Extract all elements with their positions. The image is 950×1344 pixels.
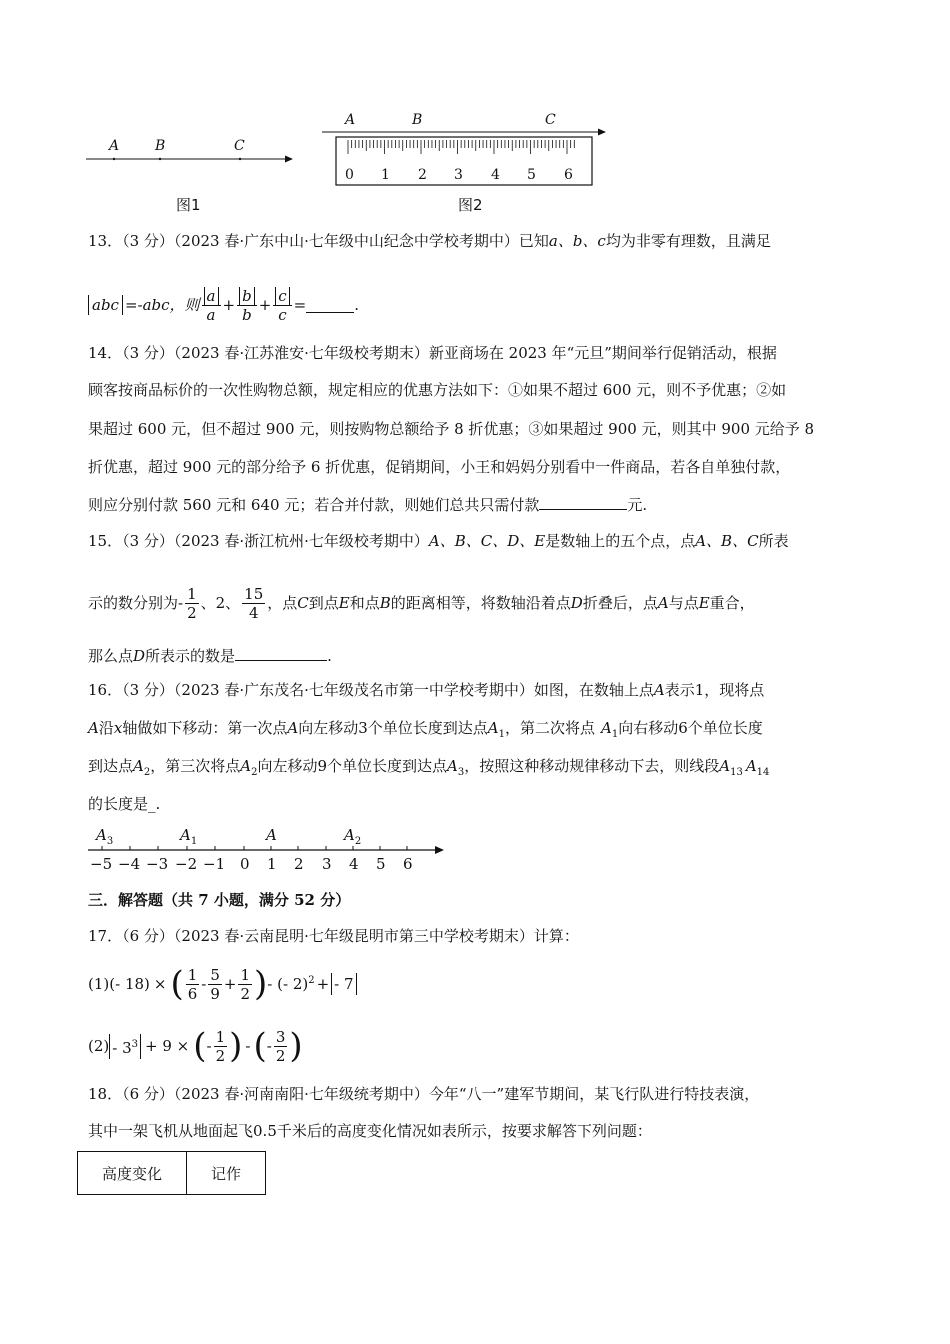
q14-line5 (88, 494, 647, 516)
q17-frac-3 (238, 966, 252, 1003)
q15-point-e: E (338, 594, 350, 612)
q13-frac-c (273, 287, 291, 324)
q15-line1-vars: A、B、C、D、E (428, 532, 546, 550)
q17-p2-minus-2: - (245, 1037, 251, 1055)
q15-line1-pre: 15．（3 分）（2023 春·浙江杭州·七年级校考期中） (88, 532, 429, 550)
q15-frac-1-num: 1 (187, 584, 197, 603)
q16-pt-a1-letter: A (180, 826, 191, 844)
q17-p1-c: + (316, 975, 330, 993)
q17-frac-3-num: 1 (240, 965, 251, 984)
q17-p2-label: (2) (88, 1037, 110, 1055)
q14-line1: 14．（3 分）（2023 春·江苏淮安·七年级校考期末）新亚商场在 2023 年“元旦”期间举行促销活动，根据 (88, 344, 777, 362)
fig2-label-a: A (345, 112, 356, 128)
q13-frac-b-num: b (239, 287, 255, 305)
q15-line2-d: 的距离相等，将数轴沿着点 (390, 594, 571, 612)
q13-equals: = (293, 296, 307, 314)
q13-plus-1: + (222, 296, 236, 314)
q17-frac-4-den: 2 (215, 1046, 226, 1065)
q15-point-c: C (297, 594, 309, 612)
q15-point-e2: E (698, 594, 710, 612)
q16-point-a2-2: A (240, 757, 252, 775)
q16-axis-4: 4 (349, 855, 359, 873)
q17-p1-d: - 7 (331, 973, 356, 995)
q17-frac-1-num: 1 (187, 965, 198, 984)
q14-line2: 顾客按商品标价的一次性购物总额，规定相应的优惠方法如下：①如果不超过 600 元，则不予优惠；②如 (88, 381, 787, 399)
q16-line3-b: ，第三次将点 (150, 757, 241, 775)
q13-plus-2: + (258, 296, 272, 314)
q16-line4: 的长度是_. (88, 795, 161, 813)
q17-p2-minus-3: - (266, 1037, 272, 1055)
q16-point-a1-2: A (600, 719, 612, 737)
q15-line2-g: 重合， (709, 594, 755, 612)
q13-frac-a (202, 287, 221, 324)
q17-paren-close: ) (254, 964, 268, 1004)
q15-frac-2-num: 15 (244, 584, 264, 603)
q16-sub1-2: 1 (611, 729, 619, 740)
q13-answer-blank[interactable] (306, 298, 354, 313)
q13-abs-abc (88, 295, 123, 315)
q15-line2-f: 与点 (668, 594, 699, 612)
q16-sub2: 2 (143, 767, 151, 778)
q17-frac-4-num: 1 (215, 1027, 226, 1046)
q17-p2-paren1-open: ( (193, 1026, 207, 1066)
q17-p2-paren2-close: ) (289, 1026, 303, 1066)
q15-line3-mid: 所表示的数是 (145, 647, 236, 665)
q16-axis-3: 3 (322, 855, 332, 873)
q13-frac-a-num: a (204, 287, 219, 305)
q16-line2-e: 向右移动6个单位长度 (618, 719, 763, 737)
q17-p2-a: - 3 (112, 1038, 132, 1057)
q14-answer-blank[interactable] (539, 495, 627, 510)
q16-axis-5: 5 (376, 855, 386, 873)
q16-pt-a-letter: A (266, 826, 277, 844)
q17-line1: 17．（6 分）（2023 春·云南昆明·七年级昆明市第三中学校考期末）计算： (88, 927, 579, 945)
q16-pt-a (266, 826, 277, 844)
q16-axis-1: 1 (267, 855, 277, 873)
q14-line5-pre: 则应分别付款 560 元和 640 元；若合并付款，则她们总共只需付款 (88, 496, 540, 514)
q16-pt-a3 (96, 826, 113, 847)
q17-frac-5-num: 3 (275, 1027, 286, 1046)
q15-line1-mid: 是数轴上的五个点，点 (545, 532, 696, 550)
q16-point-a-2: A (88, 719, 99, 737)
q13-end: . (354, 296, 360, 314)
q15-line3 (88, 645, 332, 667)
q17-frac-2-num: 5 (210, 965, 220, 984)
q17-frac-4 (214, 1028, 228, 1065)
q18-table-header-record: 记作 (187, 1152, 266, 1195)
q14-line5-post: 元. (627, 496, 648, 514)
q15-line2-b: 到点 (308, 594, 339, 612)
q16-pt-a1-sub: 1 (190, 836, 198, 847)
q17-p2-b: + 9 × (145, 1037, 190, 1055)
q17-part1 (88, 960, 357, 1008)
q15-frac-1 (185, 585, 199, 622)
q15-line3-end: . (327, 647, 332, 665)
q15-point-d: D (570, 594, 583, 612)
q16-pt-a2-letter: A (344, 826, 355, 844)
fig2-label-b: B (412, 112, 423, 128)
q13-frac-a-den: a (206, 305, 216, 324)
q16-axis-m3: −3 (146, 855, 169, 873)
q16-axis-6: 6 (403, 855, 413, 873)
q16-point-a13: A (719, 757, 731, 775)
q15-point-d2: D (133, 647, 146, 665)
q17-frac-5-den: 2 (275, 1046, 286, 1065)
q17-p1-b: - (- 2) (267, 975, 309, 993)
q16-axis-0: 0 (240, 855, 250, 873)
fig2-tick-0: 0 (345, 167, 354, 183)
q18-table-header-height: 高度变化 (78, 1152, 187, 1195)
q15-frac-2 (242, 585, 265, 622)
q13-line2 (88, 282, 359, 328)
q16-line3-a: 到达点 (88, 757, 134, 775)
q15-frac-1-den: 2 (187, 603, 197, 622)
q16-point-a1: A (487, 719, 499, 737)
q16-line2-b: 轴做如下移动：第一次点 (122, 719, 288, 737)
q16-line1-text: 16．（3 分）（2023 春·广东茂名·七年级茂名市第一中学校考期中）如图，在数轴上点 (88, 681, 654, 699)
q16-axis-labels (86, 855, 448, 875)
fig1-label-c: C (234, 138, 245, 154)
q16-sub3: 3 (457, 767, 465, 778)
q17-frac-2 (208, 966, 222, 1003)
q14-line3: 果超过 600 元，但不超过 900 元，则按购物总额给予 8 折优惠；③如果超过 900 元，则其中 900 元给予 8 (88, 420, 815, 438)
fig2-tick-4: 4 (491, 167, 500, 183)
fig2-tick-5: 5 (527, 167, 536, 183)
q17-p2-paren2-open: ( (253, 1026, 267, 1066)
q15-line3-pre: 那么点 (88, 647, 134, 665)
q16-pt-a2-sub: 2 (354, 836, 362, 847)
q16-point-a3: A (447, 757, 458, 775)
q16-sub1: 1 (498, 729, 505, 740)
q13-frac-c-num: c (275, 287, 289, 305)
q15-point-b: B (379, 594, 391, 612)
table-row (78, 1152, 266, 1195)
q13-line1 (88, 230, 771, 252)
q15-point-a: A (657, 594, 669, 612)
q13-cond-right: =-abc，则 (124, 296, 200, 314)
q13-prefix: 13．（3 分）（2023 春·广东中山·七年级中山纪念中学校考期中）已知 (88, 232, 549, 250)
q17-part2 (88, 1022, 303, 1070)
fig2-tick-3: 3 (454, 167, 463, 183)
q13-frac-b (237, 287, 257, 324)
q15-line2-a: ，点 (267, 594, 298, 612)
q15-line2-c: 和点 (349, 594, 380, 612)
q16-axis-2: 2 (294, 855, 304, 873)
q17-frac-1-den: 6 (187, 984, 198, 1003)
q16-axis-m4: −4 (118, 855, 141, 873)
fig1-label-a: A (109, 138, 120, 154)
q17-frac-2-den: 9 (210, 984, 220, 1003)
q15-answer-blank[interactable] (235, 646, 327, 661)
q17-cube: 3 (131, 1038, 139, 1050)
q16-line1 (88, 679, 764, 701)
q16-point-a-3: A (287, 719, 299, 737)
q17-plus: + (223, 975, 237, 993)
q17-p1-label: (1) (88, 975, 110, 993)
q17-frac-5 (274, 1028, 288, 1065)
q17-p2-paren1-close: ) (229, 1026, 243, 1066)
q15-frac-2-den: 4 (248, 603, 259, 622)
q16-line2 (88, 717, 763, 746)
q18-line1: 18．（6 分）（2023 春·河南南阳·七年级统考期中）今年“八一”建军节期间，某飞行队进行特技表演， (88, 1085, 760, 1103)
q16-line1-b: 表示1，现将点 (664, 681, 765, 699)
q16-axis-m1: −1 (203, 855, 226, 873)
q15-line1-vars2: A、B、C (695, 532, 759, 550)
q15-line2-pre: 示的数分别为- (88, 594, 184, 612)
q16-pt-a1 (180, 826, 197, 847)
q16-line2-d: ，第二次将点 (504, 719, 595, 737)
fig2-caption: 图2 (458, 196, 483, 214)
q13-frac-b-den: b (242, 305, 252, 324)
q17-frac-1 (186, 966, 200, 1003)
q13-vars: a、b、c (548, 232, 606, 250)
q16-point-a: A (653, 681, 665, 699)
q15-sep: 、2、 (200, 594, 241, 612)
q13-abc: abc (92, 296, 119, 314)
q14-line4: 折优惠，超过 900 元的部分给予 6 折优惠，促销期间，小王和妈妈分别看中一件商品，若各自单独付款， (88, 458, 791, 476)
section-3-heading: 三．解答题（共 7 小题，满分 52 分） (88, 891, 351, 909)
q16-sub2-2: 2 (251, 767, 258, 778)
q16-sub13: 13 (730, 767, 743, 778)
q16-x: x (113, 719, 123, 737)
q17-minus: - (201, 975, 207, 993)
fig1-label-b: B (155, 138, 166, 154)
q17-frac-3-den: 2 (240, 984, 251, 1003)
q16-axis-m5: −5 (90, 855, 113, 873)
q17-p2-abs (109, 1034, 141, 1059)
q16-point-labels (86, 826, 448, 846)
fig1-caption: 图1 (176, 196, 201, 214)
q15-line1-end: 所表 (758, 532, 789, 550)
q16-point-a14: A (745, 757, 757, 775)
q15-line2 (88, 580, 755, 626)
fig2-tick-1: 1 (381, 167, 390, 183)
q16-pt-a3-letter: A (96, 826, 107, 844)
fig2-tick-labels (338, 167, 588, 185)
q18-line2: 其中一架飞机从地面起飞0.5千米后的高度变化情况如表所示，按要求解答下列问题： (88, 1122, 652, 1140)
q13-frac-c-den: c (278, 305, 287, 324)
q16-pt-a2 (344, 826, 361, 847)
q15-line1 (88, 530, 789, 552)
q16-line3-d: ，按照这种移动规律移动下去，则线段 (464, 757, 720, 775)
q16-line2-c: 向左移动3个单位长度到达点 (298, 719, 488, 737)
q17-times: × (153, 975, 167, 993)
q16-axis-m2: −2 (175, 855, 198, 873)
q16-pt-a3-sub: 3 (106, 836, 114, 847)
q16-sub14: 14 (756, 767, 770, 778)
fig2-label-c: C (545, 112, 556, 128)
q17-paren-open: ( (170, 964, 184, 1004)
q13-suffix: 均为非零有理数，且满足 (605, 232, 771, 250)
fig2-tick-6: 6 (564, 167, 573, 183)
q15-line2-e: 折叠后，点 (582, 594, 658, 612)
q16-line2-a: 沿 (98, 719, 114, 737)
q18-table (77, 1151, 266, 1195)
q16-point-a2: A (133, 757, 144, 775)
q17-p2-minus-1: - (206, 1037, 212, 1055)
q16-line3 (88, 755, 769, 784)
fig2-tick-2: 2 (418, 167, 427, 183)
q17-sq: 2 (308, 975, 315, 986)
q17-p1-a: (- 18) (109, 975, 150, 993)
q16-line3-c: 向左移动9个单位长度到达点 (257, 757, 448, 775)
